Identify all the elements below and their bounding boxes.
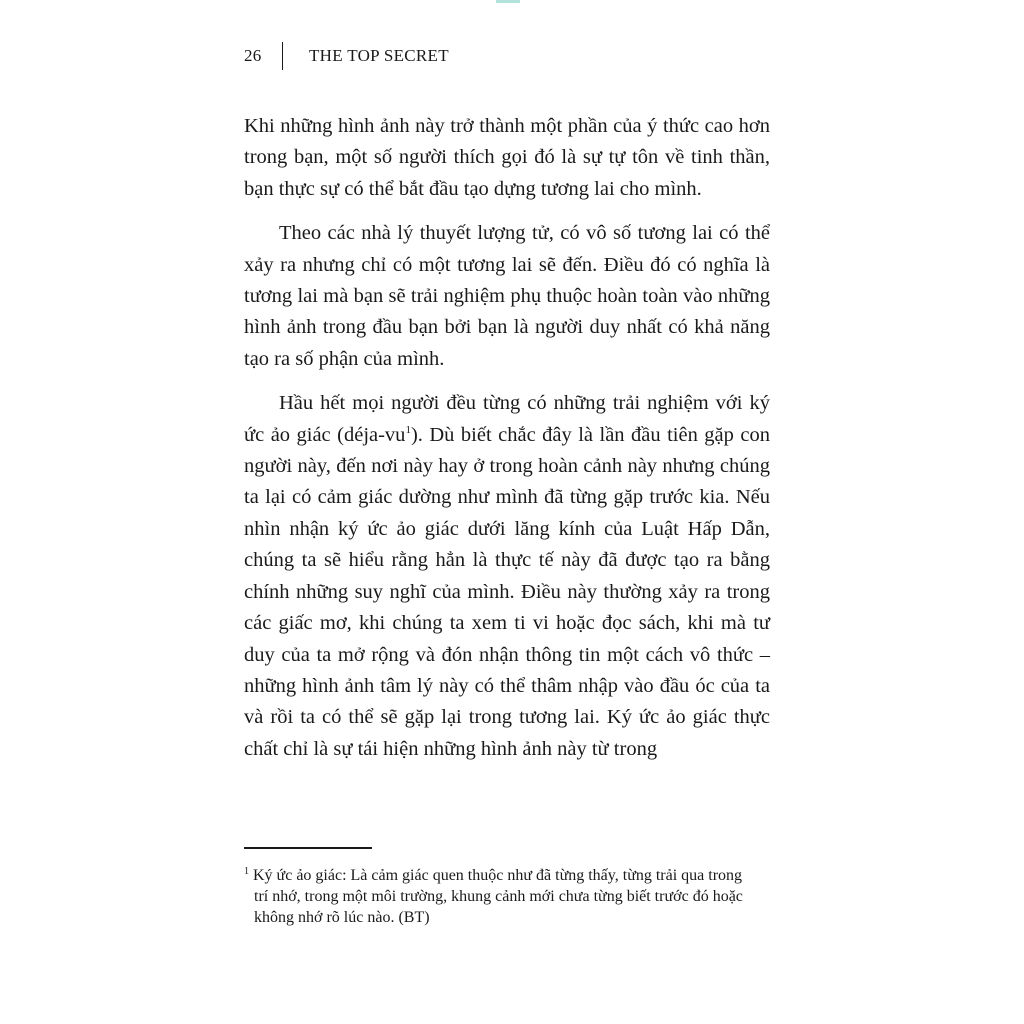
footnote-mark: 1 (244, 865, 249, 877)
running-head (244, 42, 449, 70)
top-edge-mark (496, 0, 520, 3)
footnote-text-1: Ký ức ảo giác: Là cảm giác quen thuộc như đã từng thấy, từng trải qua trong (253, 867, 743, 884)
footnote-divider (244, 847, 372, 849)
page-number: 26 (244, 46, 262, 65)
body-text (244, 111, 770, 765)
paragraph-2: Theo các nhà lý thuyết lượng tử, có vô số tương lai có thể xảy ra nhưng chỉ có một tương lai sẽ đến. Điều đó có nghĩa là tương lai mà bạn sẽ trải nghiệm phụ thuộc hoàn toàn vào những hình ảnh trong đầu bạn bởi bạn là người duy nhất có khả năng tạo ra số phận của mình. (244, 222, 770, 370)
footnote-line: không nhớ rõ lúc nào. (BT) (254, 909, 430, 926)
book-title: THE TOP SECRET (309, 46, 449, 65)
footnote-line (244, 865, 772, 886)
paragraph-3-rest: ). Dù biết chắc đây là lần đầu tiên gặp con người này, đến nơi này hay ở trong hoàn cảnh này nhưng chúng ta lại có cảm giác dường như mình đã từng gặp trước kia. Nếu nhìn nhận ký ức ảo giác dưới lăng kính của Luật Hấp Dẫn, chúng ta sẽ hiểu rằng hẳn là thực tế này đã được tạo ra bằng chính những suy nghĩ của mình. Điều này thường xảy ra trong các giấc mơ, khi chúng ta xem ti vi hoặc đọc sách, khi mà tư duy của ta mở rộng và đón nhận thông tin một cách vô thức – những hình ảnh tâm lý này có thể thâm nhập vào đầu óc của ta và rồi ta có thể sẽ gặp lại trong tương lai. Ký ức ảo giác thực chất chỉ là sự tái hiện những hình ảnh này từ trong (244, 423, 770, 760)
footnote-line: trí nhớ, trong một môi trường, khung cảnh mới chưa từng biết trước đó hoặc (254, 888, 743, 905)
footnote-reference: 1 (405, 423, 411, 436)
footnote (244, 865, 772, 928)
paragraph-3-start: Hầu hết mọi người đều từng có những trải nghiệm với ký ức ảo giác (déja-vu (244, 392, 770, 446)
paragraph-3 (244, 388, 770, 765)
paragraph-1: Khi những hình ảnh này trở thành một phần của ý thức cao hơn trong bạn, một số người thích gọi đó là sự tự tôn về tinh thần, bạn thực sự có thể bắt đầu tạo dựng tương lai cho mình. (244, 115, 770, 200)
header-divider (282, 42, 283, 70)
